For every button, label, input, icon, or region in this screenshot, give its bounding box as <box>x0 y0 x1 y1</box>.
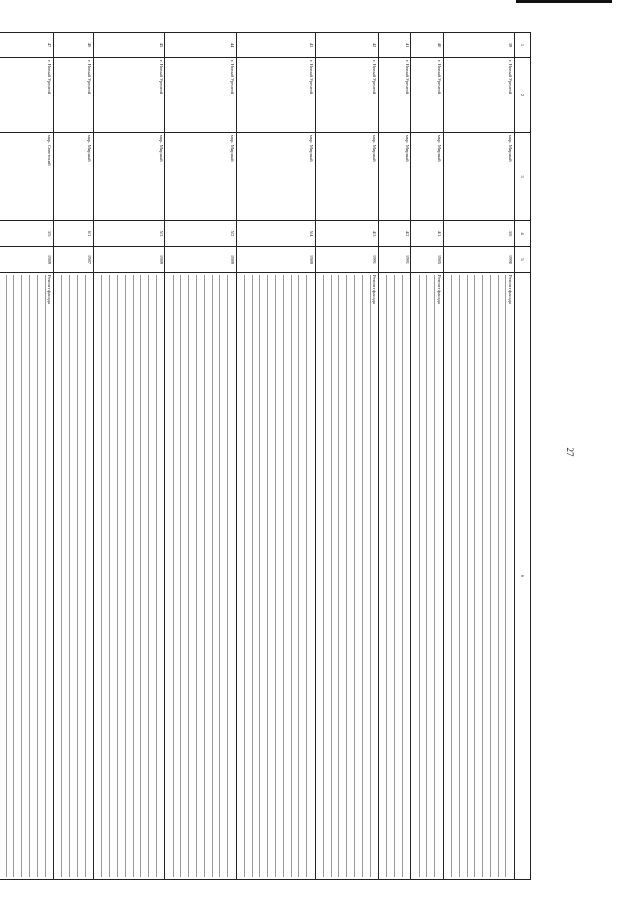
street-cell: мкр. Советский <box>0 133 54 221</box>
work-item <box>338 275 346 877</box>
works-cell <box>315 273 378 880</box>
work-item <box>490 275 498 877</box>
work-item <box>394 275 402 877</box>
work-item <box>85 275 93 877</box>
header-cell: 2 <box>514 58 530 133</box>
street-cell: мкр. Мирный <box>443 133 514 221</box>
table-row <box>236 33 315 880</box>
work-item <box>451 275 459 877</box>
work-item: Ремонт фасада <box>370 275 378 877</box>
table-row <box>94 33 165 880</box>
work-item <box>412 275 419 877</box>
work-item <box>166 275 173 877</box>
house-cell: 5/2 <box>165 221 236 247</box>
work-item <box>125 275 133 877</box>
work-item <box>482 275 490 877</box>
row-number-cell: 40 <box>411 33 443 58</box>
city-cell: г. Новый Уренгой <box>94 58 165 133</box>
works-cell <box>236 273 315 880</box>
work-item <box>354 275 362 877</box>
works-cell <box>0 273 54 880</box>
city-cell: г. Новый Уренгой <box>378 58 410 133</box>
work-item <box>188 275 196 877</box>
work-item <box>237 275 244 877</box>
city-cell: г. Новый Уренгой <box>236 58 315 133</box>
work-item <box>474 275 482 877</box>
work-item <box>219 275 227 877</box>
page-number: 27 <box>565 447 575 457</box>
work-item <box>6 275 14 877</box>
work-item <box>148 275 156 877</box>
work-item <box>275 275 283 877</box>
house-cell: 4/1 <box>411 221 443 247</box>
header-cell: 3 <box>514 133 530 221</box>
work-item <box>101 275 109 877</box>
row-number-cell: 47 <box>0 33 54 58</box>
work-item <box>173 275 181 877</box>
work-item <box>212 275 220 877</box>
table-row <box>443 33 514 880</box>
city-cell: г. Новый Уренгой <box>165 58 236 133</box>
table-row <box>411 33 443 880</box>
work-item <box>323 275 331 877</box>
year-cell: 1989 <box>236 247 315 273</box>
house-cell: 5/4 <box>236 221 315 247</box>
city-cell: г. Новый Уренгой <box>315 58 378 133</box>
row-number-cell: 46 <box>54 33 94 58</box>
works-cell <box>54 273 94 880</box>
header-cell: 4 <box>514 221 530 247</box>
house-cell: 6/1 <box>54 221 94 247</box>
street-cell: мкр. Мирный <box>94 133 165 221</box>
city-cell: г. Новый Уренгой <box>443 58 514 133</box>
works-cell <box>443 273 514 880</box>
work-item <box>331 275 339 877</box>
work-item <box>380 275 387 877</box>
work-item <box>156 275 164 877</box>
table-row <box>54 33 94 880</box>
table-stage <box>47 32 531 880</box>
city-cell: г. Новый Уренгой <box>0 58 54 133</box>
work-item <box>386 275 394 877</box>
works-cell <box>165 273 236 880</box>
row-number-cell: 45 <box>94 33 165 58</box>
row-number-cell: 42 <box>315 33 378 58</box>
work-item <box>0 275 6 877</box>
city-cell: г. Новый Уренгой <box>54 58 94 133</box>
work-item <box>252 275 260 877</box>
work-item <box>95 275 102 877</box>
house-cell: 3/5 <box>0 221 54 247</box>
work-item <box>37 275 45 877</box>
work-item: Ремонт фасада <box>434 275 442 877</box>
table-row <box>378 33 410 880</box>
work-item <box>227 275 235 877</box>
header-cell: 1 <box>514 33 530 58</box>
city-cell: г. Новый Уренгой <box>411 58 443 133</box>
year-cell: 1987 <box>54 247 94 273</box>
work-item: Ремонт фасада <box>45 275 53 877</box>
work-item <box>69 275 77 877</box>
work-item <box>140 275 148 877</box>
header-cell: 6 <box>514 273 530 880</box>
work-item <box>346 275 354 877</box>
table-row <box>0 33 54 880</box>
street-cell: мкр. Мирный <box>411 133 443 221</box>
row-number-cell: 44 <box>165 33 236 58</box>
street-cell: мкр. Мирный <box>236 133 315 221</box>
work-item <box>267 275 275 877</box>
work-item <box>283 275 291 877</box>
street-cell: мкр. Мирный <box>54 133 94 221</box>
work-item <box>204 275 212 877</box>
works-cell <box>411 273 443 880</box>
work-item <box>133 275 141 877</box>
work-item <box>29 275 37 877</box>
work-item <box>55 275 62 877</box>
work-item <box>467 275 475 877</box>
row-number-cell: 41 <box>378 33 410 58</box>
house-cell: 5/3 <box>94 221 165 247</box>
work-item <box>117 275 125 877</box>
work-item <box>402 275 410 877</box>
work-item <box>498 275 506 877</box>
work-item: Ремонт фасада <box>505 275 513 877</box>
work-item <box>21 275 29 877</box>
street-cell: мкр. Мирный <box>378 133 410 221</box>
work-item <box>291 275 299 877</box>
house-cell: 3/6 <box>443 221 514 247</box>
year-cell: 1991 <box>378 247 410 273</box>
works-table <box>0 32 531 880</box>
house-cell: 4/3 <box>315 221 378 247</box>
year-cell: 1985 <box>411 247 443 273</box>
year-cell: 1991 <box>315 247 378 273</box>
work-item <box>196 275 204 877</box>
work-item <box>362 275 370 877</box>
year-cell: 1989 <box>165 247 236 273</box>
work-item <box>459 275 467 877</box>
row-number-cell: 39 <box>443 33 514 58</box>
works-cell <box>94 273 165 880</box>
work-item <box>109 275 117 877</box>
header-cell: 5 <box>514 247 530 273</box>
work-item <box>244 275 252 877</box>
work-item <box>14 275 22 877</box>
work-item <box>259 275 267 877</box>
works-cell <box>378 273 410 880</box>
work-item <box>306 275 314 877</box>
scan-edge-mark <box>516 0 612 3</box>
rotated-table-container <box>47 32 531 880</box>
street-cell: мкр. Мирный <box>165 133 236 221</box>
year-cell: 1990 <box>443 247 514 273</box>
table-row <box>315 33 378 880</box>
work-item <box>298 275 306 877</box>
house-cell: 4/2 <box>378 221 410 247</box>
work-item <box>61 275 69 877</box>
table-row <box>165 33 236 880</box>
year-cell: 1989 <box>94 247 165 273</box>
work-item <box>180 275 188 877</box>
work-item <box>316 275 323 877</box>
work-item <box>419 275 427 877</box>
work-item <box>77 275 85 877</box>
work-item <box>444 275 451 877</box>
street-cell: мкр. Мирный <box>315 133 378 221</box>
row-number-cell: 43 <box>236 33 315 58</box>
table-header-row <box>514 33 530 880</box>
work-item <box>426 275 434 877</box>
year-cell: 1989 <box>0 247 54 273</box>
